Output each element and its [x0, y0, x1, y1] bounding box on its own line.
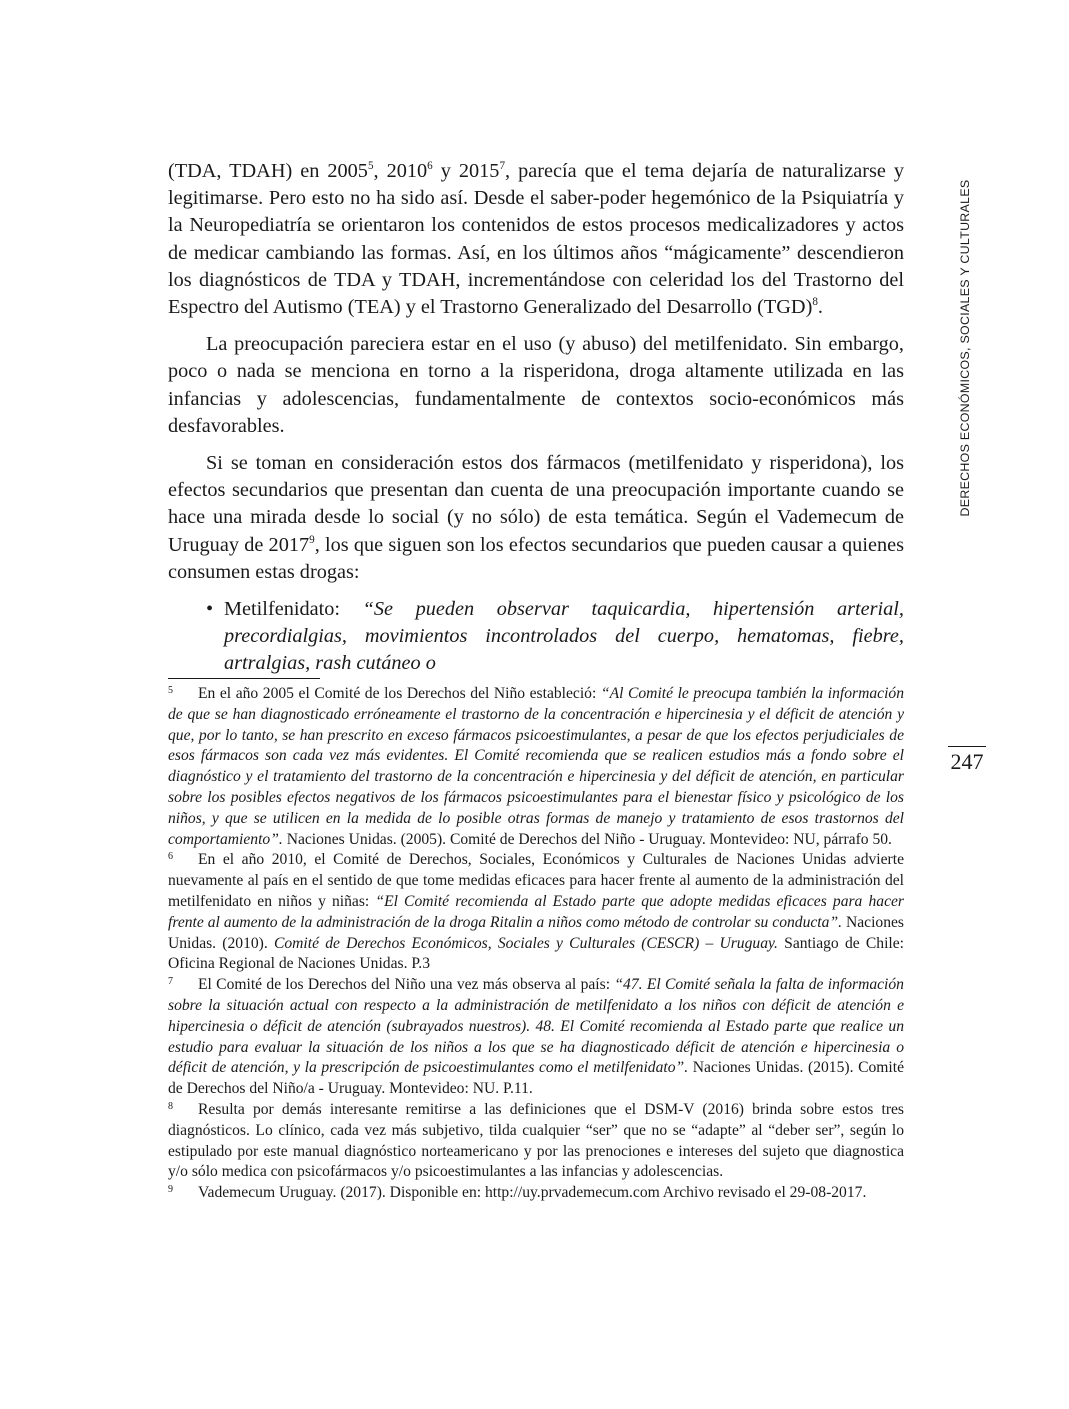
- main-text: [168, 158, 904, 678]
- footnote-number: 9: [168, 1184, 173, 1196]
- page-number: 247: [950, 749, 984, 774]
- bullet-quote: “Se pueden observar taquicardia, hipertensión arterial, precordialgias, movimientos incontrolados del cuerpo, hematomas, fiebre, artralgias, rash cutáneo o: [224, 598, 905, 675]
- footnote-ref-6[interactable]: 6: [427, 160, 433, 173]
- footnote-number: 5: [168, 685, 173, 696]
- running-title-text: DERECHOS ECONÓMICOS, SOCIALES Y CULTURALES: [958, 179, 972, 516]
- footnote-ref-7[interactable]: 7: [499, 160, 506, 173]
- footnote-8: 8 Resulta por demás interesante remitirse a las definiciones que el DSM-V (2016) brinda sobre estos tres diagnósticos. Lo clínico, cada vez más subjetivo, tilda cualquier “ser” que no se “adapte” al “deber ser”, según lo estipulado por este manual diagnóstico norteamericano y por las prenociones e intereses del sujeto que diagnostica y/o sólo medica con psicofármacos y/o psicoestimulantes a las infancias y adolescencias.: [168, 1100, 904, 1181]
- bullet-icon: •: [206, 598, 214, 621]
- footnote-ref-5[interactable]: 5: [367, 160, 374, 173]
- footnote-9-text: Vademecum Uruguay. (2017). Disponible en: http://uy.prvademecum.com Archivo revisado el 29-08-2017.: [198, 1184, 867, 1202]
- paragraph-3: Si se toman en consideración estos dos fármacos (metilfenidato y risperidona), los efectos secundarios que presentan dan cuenta de una preocupación importante cuando se hace una mirada desde lo social (y no sólo) de esta temática. Según el Vademecum de Uruguay de 2017$^9$, los que siguen son los efectos secundarios que pueden causar a quienes consumen estas drogas:: [168, 452, 904, 583]
- page-number-rule: [948, 746, 986, 747]
- paragraph-2: La preocupación pareciera estar en el uso (y abuso) del metilfenidato. Sin embargo, poco o nada se menciona en torno a la risperidona, droga altamente utilizada en las infancias y adolescencias, fundamentalmente de contextos socio-económicos más desfavorables.: [168, 333, 904, 437]
- footnote-6: 6 En el año 2010, el Comité de Derechos, Sociales, Económicos y Culturales de Naciones Unidas advierte nuevamente al país en el sentido de que tome medidas eficaces para hacer frente al aumento de la administración del metilfenidato en niños y niñas: “El Comité recomienda al Estado parte que adopte medidas eficaces para hacer frente al aumento de la administración de la droga Ritalin a niños como método de controlar su conducta”. Naciones Unidas. (2010). Comité de Derechos Económicos, Sociales y Culturales (CESCR) – Uruguay. Santiago de Chile: Oficina Regional de Naciones Unidas. P.3: [168, 851, 904, 973]
- footnote-number: 6: [168, 851, 173, 863]
- footnote-number: 7: [168, 976, 173, 988]
- running-title: [945, 125, 985, 570]
- bullet-label: Metilfenidato:: [224, 598, 363, 621]
- list-item-metilfenidato: [168, 596, 904, 678]
- footnote-ref-8[interactable]: 8: [812, 296, 818, 309]
- footnote-ref-9[interactable]: 9: [309, 533, 315, 546]
- footnote-7: 7 El Comité de los Derechos del Niño una vez más observa al país: “47. El Comité señala la falta de información sobre la situación actual con respecto a la administración de metilfenidato a los niños con déficit de atención e hipercinesia o déficit de atención (subrayados nuestros). 48. El Comité recomienda al Estado parte que realice un estudio para evaluar la situación de los niños a los que se ha diagnosticado déficit de atención e hipercinesia o déficit de atención, y la prescripción de psicoestimulantes como el metilfenidato”. Naciones Unidas. (2015). Comité de Derechos del Niño/a - Uruguay. Montevideo: NU. P.11.: [168, 976, 904, 1098]
- footnotes: [168, 684, 904, 1204]
- footnote-9: [168, 1183, 904, 1204]
- footnote-number: 8: [168, 1100, 173, 1112]
- paragraph-1: (TDA, TDAH) en 2005$^5$, 2010$^6$ y 2015$^7$, parecía que el tema dejaría de naturalizarse y legitimarse. Pero esto no ha sido así. Desde el saber-poder hegemónico de la Psiquiatría y la Neuropediatría se orientaron los contenidos de estos procesos medicalizadores y actos de medicar cambiando las formas. Así, en los últimos años “mágicamente” descendieron los diagnósticos de TDA y TDAH, incrementándose con celeridad los del Trastorno del Espectro del Autismo (TEA) y el Trastorno Generalizado del Desarrollo (TGD)$^8$.: [168, 160, 905, 319]
- footnote-5: 5 En el año 2005 el Comité de los Derechos del Niño estableció: “Al Comité le preocupa también la información de que se han diagnosticado erróneamente el trastorno de la concentración e hipercinesia y el déficit de atención y que, por lo tanto, se han prescrito en exceso fármacos psicoestimulantes, a pesar de que los efectos perjudiciales de esos fármacos son cada vez más evidentes. El Comité recomienda que se realicen estudios más a fondo sobre el diagnóstico y el tratamiento del trastorno de la concentración e hipercinesia y del déficit de atención, en particular sobre los posibles efectos negativos de los fármacos psicoestimulantes para el bienestar físico y psicológico de los niños, y que se utilicen en la medida de lo posible otras formas de manejo y tratamiento de esos trastornos del comportamiento”. Naciones Unidas. (2005). Comité de Derechos del Niño - Uruguay. Montevideo: NU, párrafo 50.: [168, 685, 904, 848]
- footnote-separator: [168, 678, 320, 679]
